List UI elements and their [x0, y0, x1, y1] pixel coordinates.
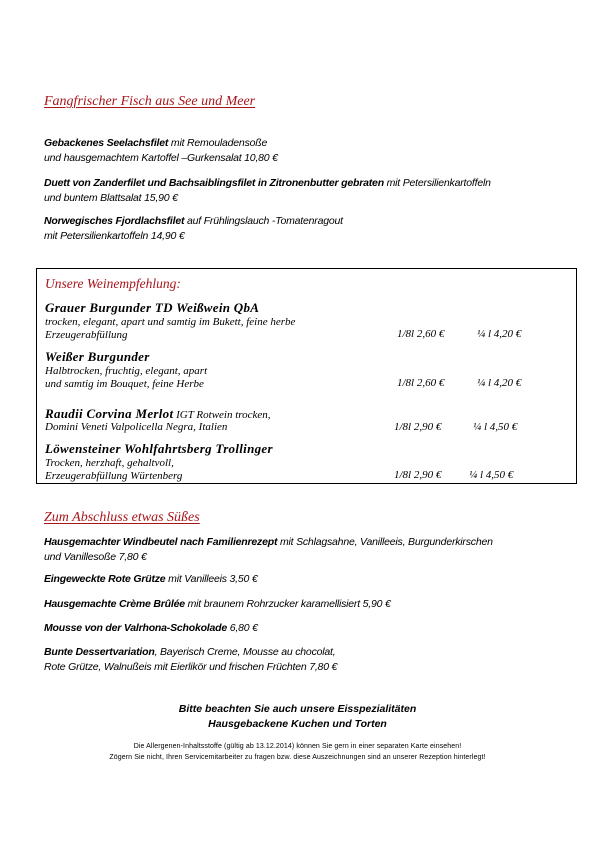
item-name: Eingeweckte Rote Grütze	[44, 573, 166, 585]
wine-desc-line2: Erzeugerabfüllung	[45, 329, 128, 341]
wine-name: Löwensteiner Wohlfahrtsberg Trollinger	[45, 441, 273, 456]
footer-note-ice: Bitte beachten Sie auch unsere Eisspezialitäten	[178, 703, 417, 715]
wine-price-eighth: 1/8l 2,90 €	[394, 421, 442, 433]
menu-item	[44, 597, 391, 612]
wine-desc: Trocken, herzhaft, gehaltvoll,	[45, 457, 174, 469]
wine-desc: trocken, elegant, apart und samtig im Bukett, feine herbe	[45, 316, 296, 328]
item-name: Mousse von der Valrhona-Schokolade	[44, 622, 228, 634]
menu-item	[44, 535, 493, 564]
wine-price-quarter: ¼ l 4,50 €	[469, 469, 514, 481]
item-desc: , Bayerisch Creme, Mousse au chocolat,	[154, 646, 336, 658]
menu-item	[44, 214, 343, 243]
wine-price-quarter: ¼ l 4,50 €	[473, 421, 518, 433]
wine-price-quarter: ¼ l 4,20 €	[477, 328, 522, 340]
wine-name: Raudii Corvina Merlot	[45, 406, 174, 421]
item-desc: mit Remouladensoße	[168, 137, 268, 149]
menu-item	[44, 572, 258, 587]
item-desc: mit Schlagsahne, Vanilleeis, Burgunderkirschen	[277, 536, 493, 548]
footer-note-cakes: Hausgebackene Kuchen und Torten	[208, 718, 387, 730]
menu-item	[44, 621, 258, 636]
wine-price-eighth: 1/8l 2,60 €	[397, 328, 445, 340]
menu-item	[44, 176, 491, 205]
wine-heading: Unsere Weinempfehlung:	[45, 276, 181, 291]
item-desc: mit Vanilleeis 3,50 €	[165, 573, 258, 585]
item-name: Hausgemachter Windbeutel nach Familienrezept	[44, 536, 278, 548]
dessert-section-title: Zum Abschluss etwas Süßes	[44, 510, 200, 525]
item-desc-line2: und buntem Blattsalat 15,90 €	[44, 191, 178, 204]
wine-desc: Domini Veneti Valpolicella Negra, Italien	[45, 421, 228, 433]
wine-price-quarter: ¼ l 4,20 €	[477, 377, 522, 389]
wine-desc-line2: Erzeugerabfüllung Würtenberg	[45, 470, 183, 482]
allergen-note-line2: Zögern Sie nicht, Ihren Servicemitarbeiter zu fragen bzw. diese Auszeichnungen sind an unserer Rezeption hinterlegt!	[109, 754, 486, 761]
item-desc-line2: und Vanillesoße 7,80 €	[44, 550, 147, 563]
item-desc-line2: Rote Grütze, Walnußeis mit Eierlikör und frischen Früchten 7,80 €	[44, 660, 338, 673]
menu-item	[44, 645, 337, 674]
item-desc: mit Petersilienkartoffeln	[383, 177, 491, 189]
allergen-note: Die Allergenen-Inhaltsstoffe (gültig ab 13.12.2014) können Sie gern in einer separaten Karte einsehen!	[133, 743, 462, 750]
fish-section-title: Fangfrischer Fisch aus See und Meer	[44, 94, 256, 109]
wine-desc: Halbtrocken, fruchtig, elegant, apart	[45, 365, 208, 377]
wine-desc-line2: und samtig im Bouquet, feine Herbe	[45, 378, 204, 390]
item-name: Duett von Zanderfilet und Bachsaiblingsfilet in Zitronenbutter gebraten	[44, 177, 384, 189]
wine-price-eighth: 1/8l 2,60 €	[397, 377, 445, 389]
item-name: Bunte Dessertvariation	[44, 646, 155, 658]
item-desc: auf Frühlingslauch -Tomatenragout	[184, 215, 343, 227]
item-desc-line2: mit Petersilienkartoffeln 14,90 €	[44, 229, 185, 242]
wine-name: Weißer Burgunder	[45, 349, 150, 364]
menu-item	[44, 136, 278, 165]
wine-name-suffix: IGT Rotwein trocken,	[173, 409, 271, 421]
item-desc: mit braunem Rohrzucker karamellisiert 5,90 €	[184, 598, 391, 610]
item-name: Hausgemachte Crème Brûlée	[44, 598, 185, 610]
item-name: Gebackenes Seelachsfilet	[44, 137, 169, 149]
item-desc: 6,80 €	[227, 622, 258, 634]
wine-price-eighth: 1/8l 2,90 €	[394, 469, 442, 481]
wine-recommendation-box	[36, 268, 577, 484]
wine-name: Grauer Burgunder TD Weißwein QbA	[45, 300, 260, 315]
item-name: Norwegisches Fjordlachsfilet	[44, 215, 185, 227]
item-desc-line2: und hausgemachtem Kartoffel –Gurkensalat 10,80 €	[44, 151, 278, 164]
